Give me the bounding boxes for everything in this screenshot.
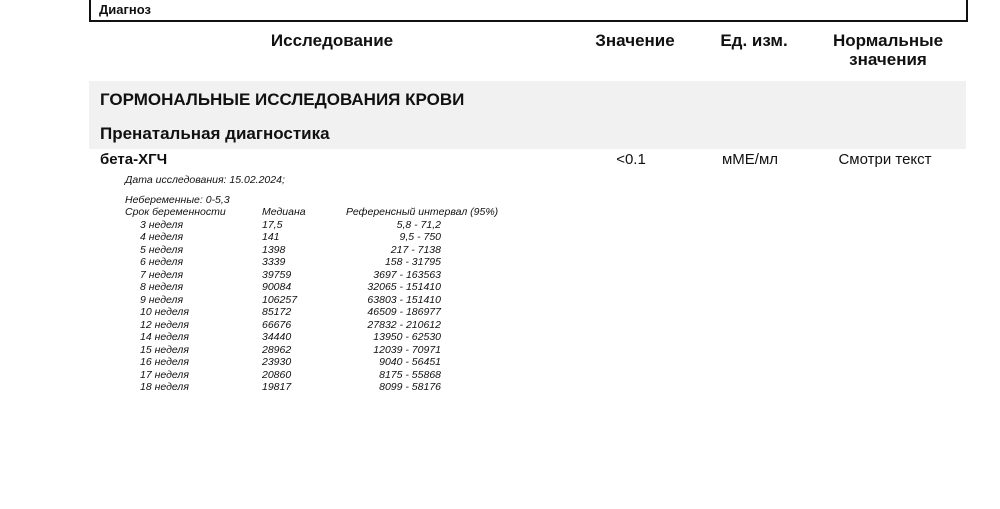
cell-term: 3 неделя — [140, 218, 184, 231]
cell-term: 7 неделя — [140, 268, 184, 281]
cell-median: 106257 — [262, 293, 298, 306]
cell-term: 10 неделя — [140, 306, 189, 318]
header-value: Значение — [595, 31, 675, 50]
cell-interval: 63803 - 151410 — [367, 293, 441, 306]
cell-interval: 217 - 7138 — [390, 243, 441, 256]
header-normal — [818, 31, 958, 69]
test-value: <0.1 — [616, 151, 646, 168]
col-interval: Референсный интервал (95%) — [346, 206, 499, 218]
header-normal-line1: Нормальные — [832, 31, 944, 50]
reference-table-header — [125, 206, 546, 219]
cell-median: 85172 — [262, 306, 292, 318]
diagnosis-box — [89, 0, 968, 22]
cell-interval: 13950 - 62530 — [373, 331, 441, 343]
cell-interval: 9,5 - 750 — [399, 231, 441, 243]
cell-median: 3339 — [262, 256, 286, 268]
cell-median: 1398 — [262, 243, 286, 256]
table-row — [125, 256, 546, 269]
table-row — [125, 231, 546, 244]
section-title: ГОРМОНАЛЬНЫЕ ИССЛЕДОВАНИЯ КРОВИ — [100, 90, 465, 109]
table-row — [125, 356, 546, 369]
col-term: Срок беременности — [125, 206, 226, 218]
cell-median: 34440 — [262, 331, 292, 343]
table-row — [125, 369, 546, 382]
cell-term: 17 неделя — [140, 368, 189, 381]
cell-interval: 5,8 - 71,2 — [396, 218, 441, 231]
cell-median: 23930 — [262, 356, 292, 368]
test-name: бета-ХГЧ — [100, 151, 168, 168]
table-row — [125, 269, 546, 282]
table-row — [125, 381, 546, 394]
cell-median: 90084 — [262, 281, 292, 293]
table-row — [125, 281, 546, 294]
cell-interval: 158 - 31795 — [384, 256, 441, 268]
table-row — [125, 319, 546, 332]
cell-median: 28962 — [262, 343, 292, 356]
cell-term: 8 неделя — [140, 281, 184, 293]
study-date: Дата исследования: 15.02.2024; — [125, 174, 285, 186]
test-normal: Смотри текст — [838, 151, 932, 168]
table-row — [125, 294, 546, 307]
diagnosis-label: Диагноз — [99, 2, 151, 17]
cell-median: 20860 — [262, 368, 292, 381]
table-row — [125, 244, 546, 257]
reference-table — [125, 206, 546, 394]
header-normal-line2: значения — [849, 50, 927, 69]
test-unit: мМЕ/мл — [721, 151, 779, 168]
cell-term: 4 неделя — [140, 231, 184, 243]
table-row — [125, 219, 546, 232]
cell-median: 141 — [262, 231, 280, 243]
cell-median: 66676 — [262, 318, 292, 331]
section-subtitle: Пренатальная диагностика — [100, 124, 330, 143]
cell-median: 19817 — [262, 381, 292, 393]
table-row — [125, 306, 546, 319]
section-block — [89, 81, 966, 149]
cell-interval: 9040 - 56451 — [379, 356, 441, 368]
cell-interval: 46509 - 186977 — [367, 306, 441, 318]
cell-interval: 3697 - 163563 — [373, 268, 441, 281]
nonpregnant-range: Небеременные: 0-5,3 — [125, 194, 230, 206]
table-row — [125, 344, 546, 357]
cell-term: 6 неделя — [140, 256, 184, 268]
header-unit: Ед. изм. — [720, 31, 788, 50]
cell-term: 15 неделя — [140, 343, 189, 356]
cell-median: 17,5 — [262, 218, 283, 231]
header-study: Исследование — [270, 31, 394, 50]
table-row — [125, 331, 546, 344]
cell-term: 5 неделя — [140, 243, 184, 256]
cell-term: 9 неделя — [140, 293, 184, 306]
cell-term: 18 неделя — [140, 381, 189, 393]
col-median: Медиана — [262, 206, 306, 218]
cell-interval: 12039 - 70971 — [373, 343, 441, 356]
cell-interval: 27832 - 210612 — [367, 318, 441, 331]
cell-interval: 32065 - 151410 — [367, 281, 441, 293]
cell-interval: 8175 - 55868 — [379, 368, 441, 381]
cell-term: 12 неделя — [140, 318, 189, 331]
cell-median: 39759 — [262, 268, 292, 281]
cell-term: 14 неделя — [140, 331, 189, 343]
cell-term: 16 неделя — [140, 356, 189, 368]
cell-interval: 8099 - 58176 — [379, 381, 441, 393]
